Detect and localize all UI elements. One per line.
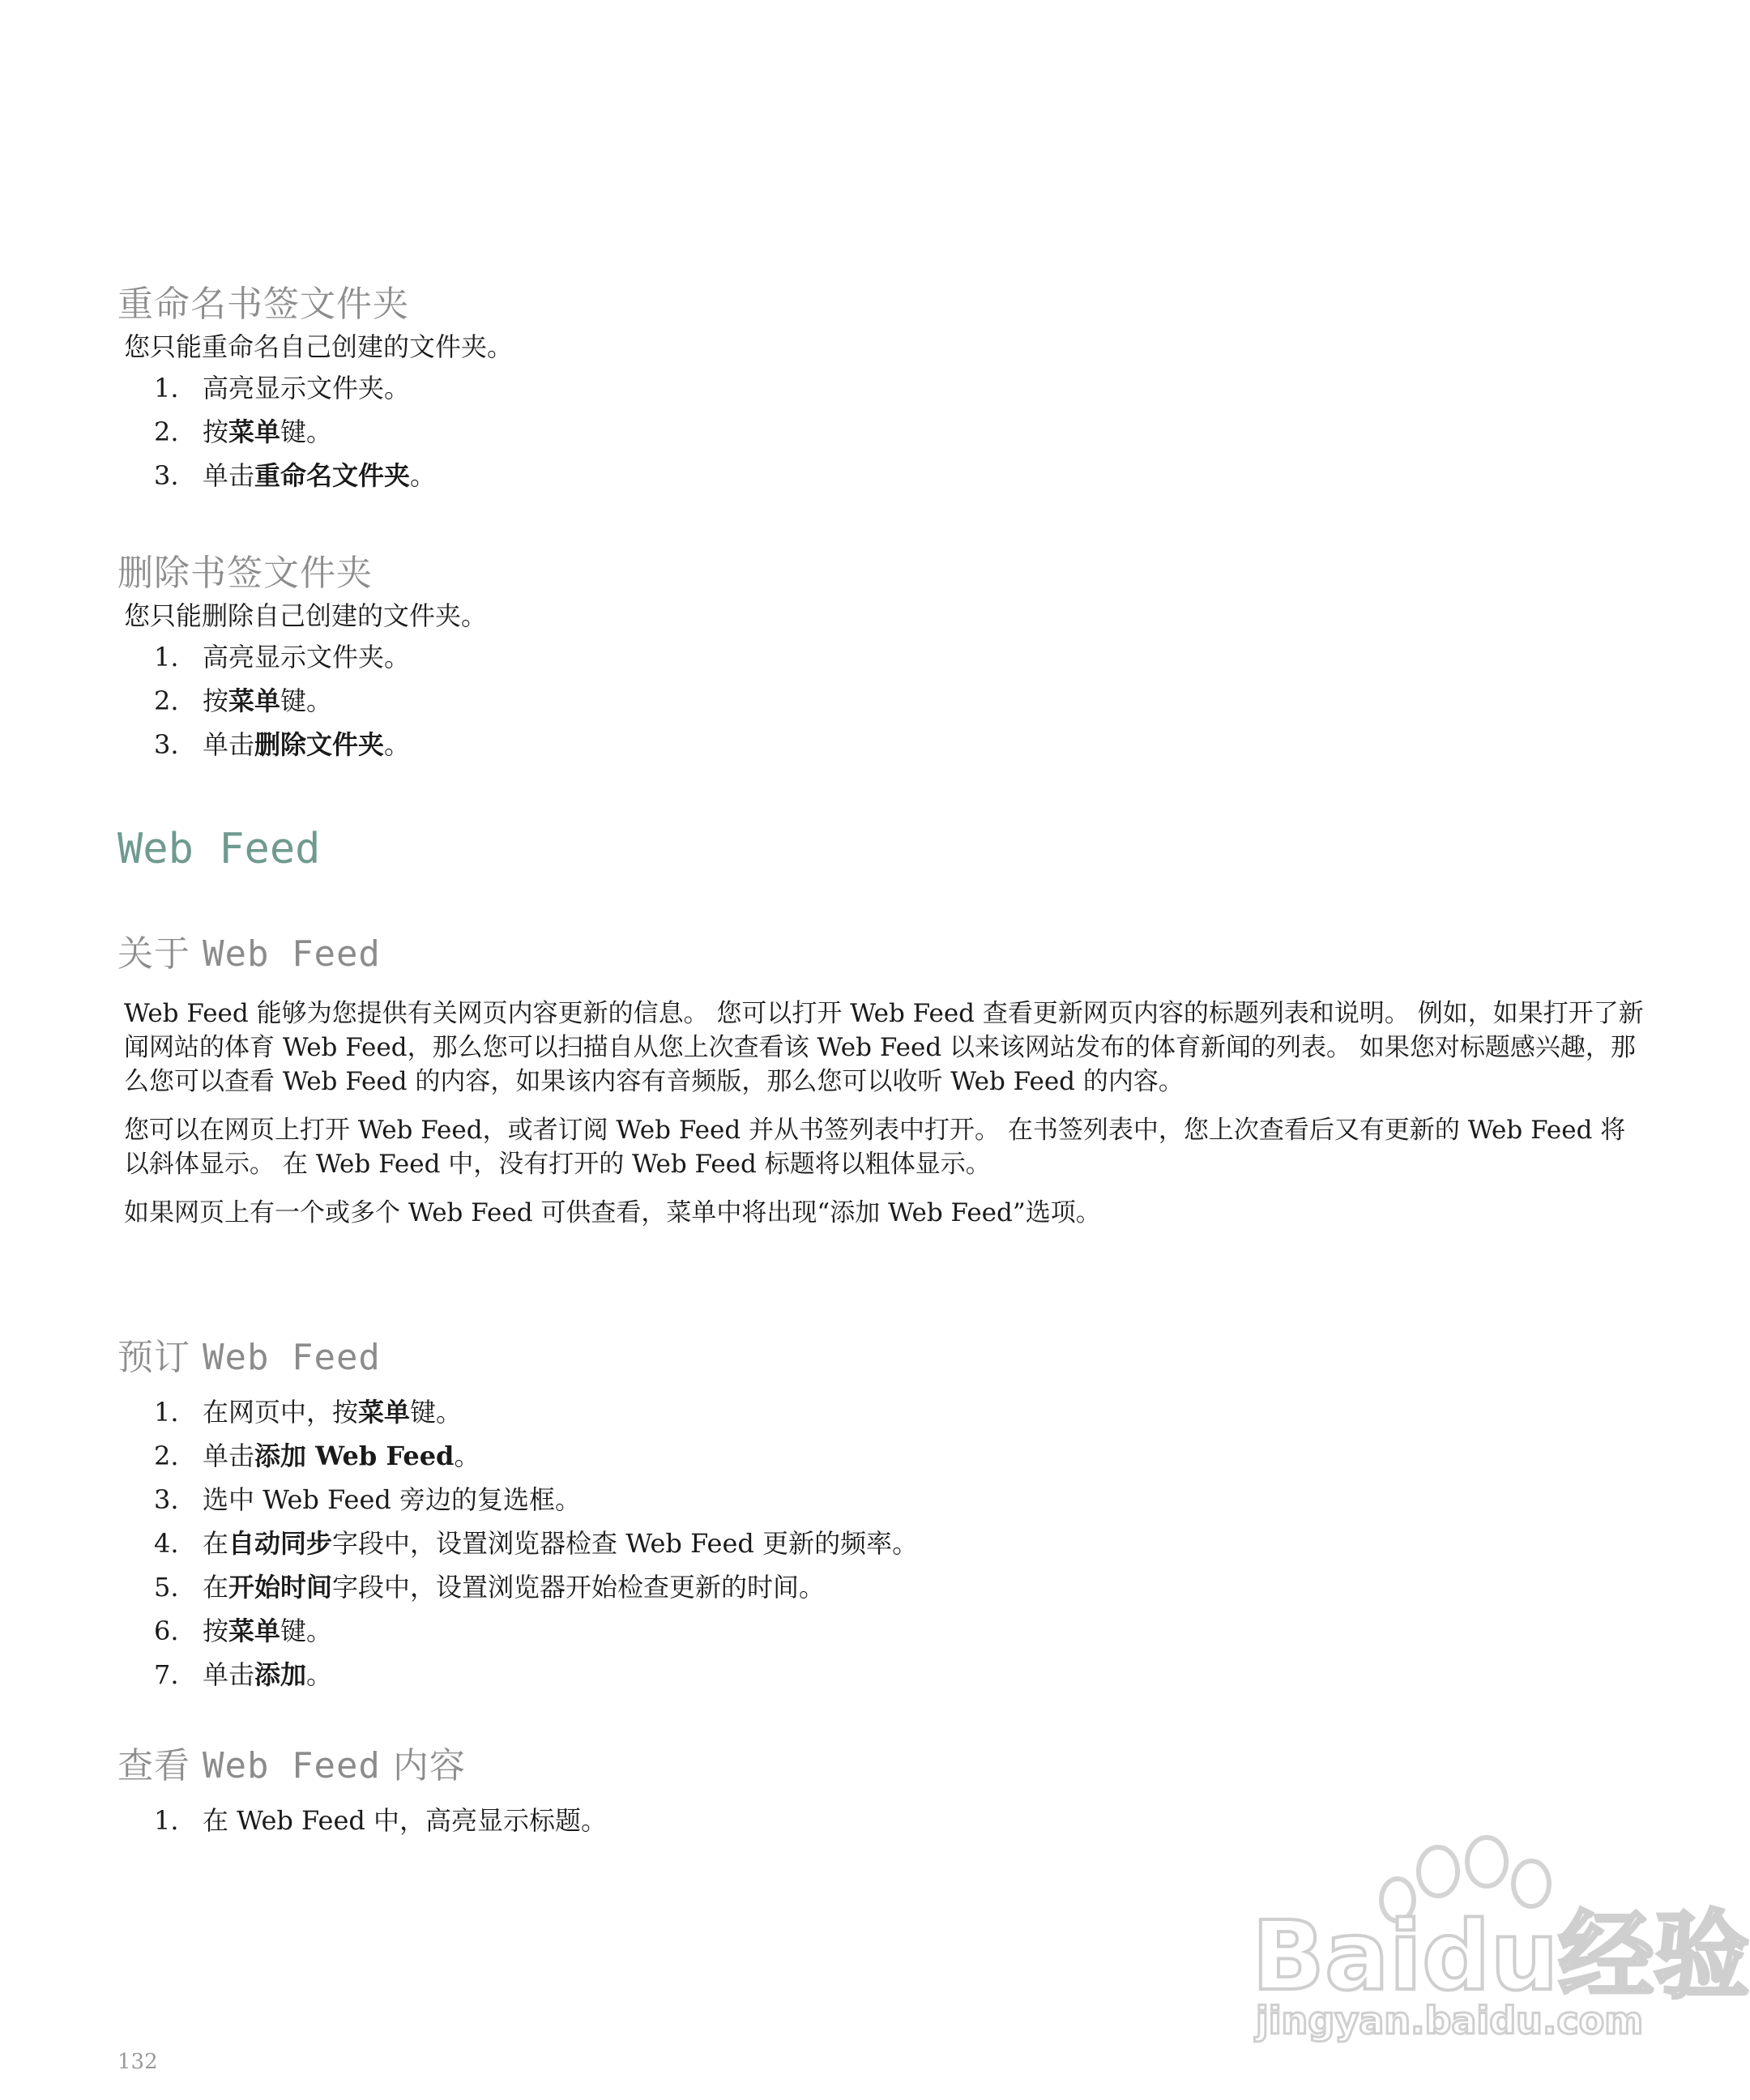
step-number: 1.: [154, 1397, 179, 1428]
list-item: [117, 1609, 1657, 1653]
step-number: 1.: [154, 1805, 179, 1836]
step-number: 3.: [154, 729, 179, 760]
step-number: 1.: [154, 642, 179, 672]
steps-list: [117, 1390, 1657, 1697]
step-text: 单击添加 Web Feed。: [203, 1441, 480, 1471]
step-text: 在 Web Feed 中，高亮显示标题。: [203, 1805, 608, 1836]
step-text: 单击添加。: [203, 1659, 333, 1690]
paragraph: Web Feed 能够为您提供有关网页内容更新的信息。 您可以打开 Web Feed 查看更新网页内容的标题列表和说明。 例如，如果打开了新闻网站的体育 Web Feed，那么您可以扫描自从您上次查看该 Web Feed 以来该网站发布的体育新闻的列表。 如果您对标题感兴趣，那么您可以查看 Web Feed 的内容，如果该内容有音频版，那么您可以收听 Web Feed 的内容。: [124, 999, 1644, 1096]
section-intro: 您只能删除自己创建的文件夹。: [124, 600, 488, 631]
section-title: 预订 Web Feed: [117, 1337, 381, 1378]
step-text: 选中 Web Feed 旁边的复选框。: [203, 1484, 582, 1515]
step-number: 4.: [154, 1528, 179, 1559]
section-about-web-feed: [117, 932, 1657, 1244]
step-text: 按菜单键。: [203, 685, 333, 716]
list-item: [117, 454, 1657, 497]
list-item: [117, 1799, 1657, 1842]
step-text: 在网页中，按菜单键。: [203, 1397, 463, 1428]
list-item: [117, 635, 1657, 679]
step-number: 1.: [154, 373, 179, 403]
chapter-web-feed: [117, 823, 1657, 875]
section-delete-folder: [117, 551, 1657, 766]
step-number: 3.: [154, 1484, 179, 1515]
step-text: 单击重命名文件夹。: [203, 460, 437, 491]
step-text: 在自动同步字段中，设置浏览器检查 Web Feed 更新的频率。: [203, 1528, 919, 1559]
list-item: [117, 1522, 1657, 1565]
step-text: 按菜单键。: [203, 1616, 333, 1646]
section-intro: 您只能重命名自己创建的文件夹。: [124, 331, 514, 362]
section-title: 关于 Web Feed: [117, 933, 381, 975]
baidu-jingyan-watermark: [1252, 1839, 1750, 2042]
paragraph: 您可以在网页上打开 Web Feed，或者订阅 Web Feed 并从书签列表中打开。 在书签列表中，您上次查看后又有更新的 Web Feed 将以斜体显示。 在 Web Feed 中，没有打开的 Web Feed 标题将以粗体显示。: [124, 1116, 1626, 1179]
chapter-title: Web Feed: [117, 825, 321, 873]
list-item: [117, 1565, 1657, 1609]
paragraph: 如果网页上有一个或多个 Web Feed 可供查看，菜单中将出现“添加 Web Feed”选项。: [124, 1198, 1101, 1227]
section-rename-folder: [117, 282, 1657, 497]
step-number: 5.: [154, 1572, 179, 1603]
step-number: 7.: [154, 1659, 179, 1690]
page-number: 132: [117, 2050, 158, 2074]
list-item: [117, 723, 1657, 766]
step-number: 2.: [154, 1441, 179, 1471]
watermark-url: jingyan.baidu.com: [1256, 1999, 1644, 2042]
section-title: 重命名书签文件夹: [117, 284, 409, 325]
list-item: [117, 679, 1657, 723]
step-number: 3.: [154, 460, 179, 491]
step-text: 高亮显示文件夹。: [203, 373, 411, 403]
list-item: [117, 366, 1657, 410]
list-item: [117, 1653, 1657, 1697]
step-number: 2.: [154, 416, 179, 447]
steps-list: [117, 366, 1657, 497]
watermark-brand: Baidu经验: [1252, 1900, 1750, 2012]
section-view-web-feed: [117, 1744, 1657, 1842]
list-item: [117, 1390, 1657, 1434]
step-text: 按菜单键。: [203, 416, 333, 447]
list-item: [117, 1434, 1657, 1478]
step-text: 在开始时间字段中，设置浏览器开始检查更新的时间。: [203, 1572, 826, 1603]
step-number: 6.: [154, 1616, 179, 1646]
section-subscribe-web-feed: [117, 1335, 1657, 1697]
section-title: 查看 Web Feed 内容: [117, 1745, 466, 1786]
step-text: 高亮显示文件夹。: [203, 642, 411, 672]
section-title: 删除书签文件夹: [117, 553, 373, 594]
list-item: [117, 1478, 1657, 1522]
steps-list: [117, 635, 1657, 766]
steps-list: [117, 1799, 1657, 1842]
step-text: 单击删除文件夹。: [203, 729, 411, 760]
list-item: [117, 410, 1657, 454]
step-number: 2.: [154, 685, 179, 716]
